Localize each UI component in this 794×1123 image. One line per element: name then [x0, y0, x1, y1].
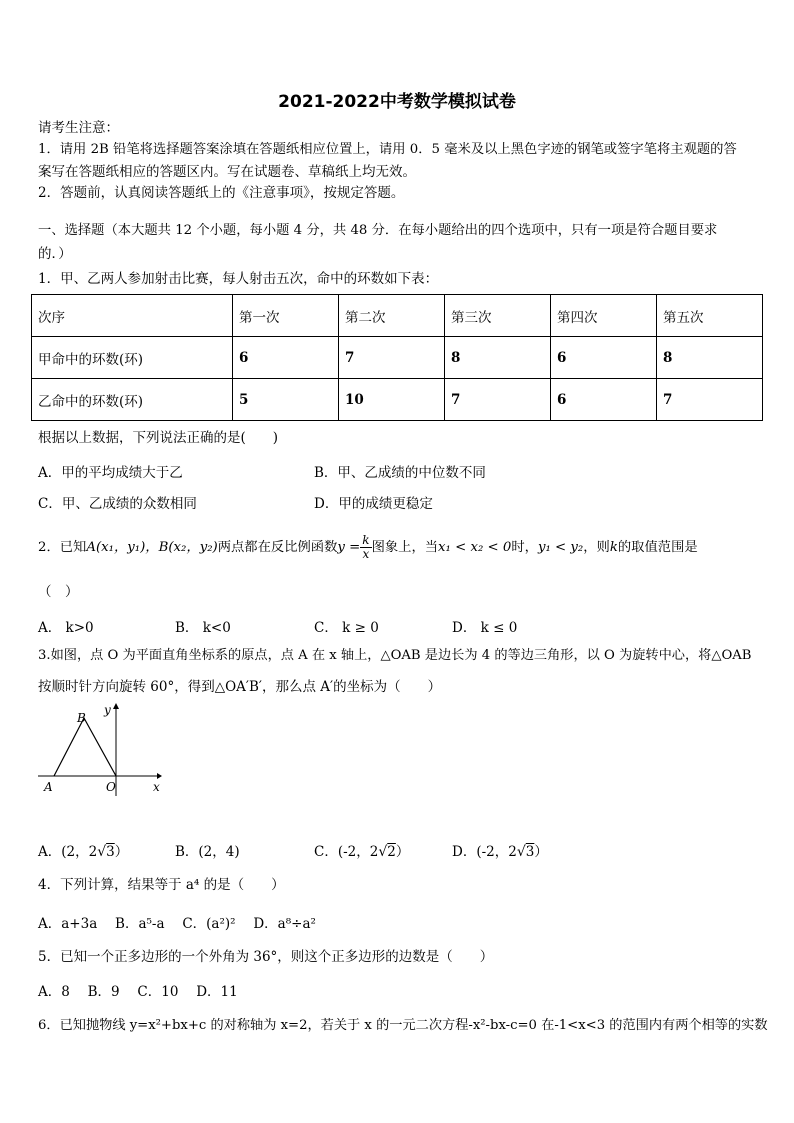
table-cell: 7: [339, 337, 445, 379]
sqrt-icon: √: [97, 844, 107, 860]
triangle-oab: [54, 718, 116, 776]
q5-options: A．8 B．9 C．10 D．11: [38, 984, 238, 1000]
q3-c-pre: C．(-2，2: [314, 844, 379, 860]
q3-line-1: 3.如图，点 O 为平面直角坐标系的原点，点 A 在 x 轴上，△OAB 是边长为 4 的等边三角形，以 O 为旋转中心，将△OAB: [38, 648, 752, 663]
label-o: O: [106, 780, 116, 794]
q4-options: A．a+3a B．a⁵-a C．(a²)² D．a⁸÷a²: [38, 916, 316, 932]
q3-d-pre: D．(-2，2: [452, 844, 517, 860]
q2-stem: [38, 530, 698, 566]
table-row: [32, 295, 763, 337]
q1-option-a: A．甲的平均成绩大于乙: [38, 465, 183, 481]
q2-cond2: y₁ < y₂: [537, 540, 584, 555]
notice-line-2: 2．答题前，认真阅读答题纸上的《注意事项》，按规定答题。: [38, 185, 405, 201]
q4-stem: 4．下列计算，结果等于 a⁴ 的是（ ）: [38, 877, 285, 893]
q2-paren: （ ）: [38, 584, 79, 600]
q2-func-lhs: y =: [337, 540, 361, 555]
q1-option-d: D．甲的成绩更稳定: [314, 496, 433, 512]
table-row: [32, 379, 763, 421]
q1-stem: 1．甲、乙两人参加射击比赛，每人射击五次，命中的环数如下表：: [38, 271, 439, 287]
label-y: y: [104, 703, 111, 717]
table-cell: 5: [233, 379, 339, 421]
q2-points: A(x₁，y₁)，B(x₂，y₂): [86, 540, 218, 555]
q2-suffix: ，则: [583, 540, 610, 555]
table-cell: 8: [445, 337, 551, 379]
q2-func-den: x: [362, 547, 370, 561]
table-cell: 6: [551, 337, 657, 379]
q2-mid1: 两点都在反比例函数: [217, 540, 338, 555]
q2-fraction: [360, 534, 371, 561]
q3-d-radicand: 3: [525, 844, 535, 860]
q3-c-radicand: 2: [387, 844, 396, 860]
q1-question: 根据以上数据，下列说法正确的是( ): [38, 430, 279, 446]
q3-a-radicand: 3: [106, 844, 115, 860]
table-cell: 第一次: [233, 295, 339, 337]
q6-stem: 6．已知抛物线 y=x²+bx+c 的对称轴为 x=2，若关于 x 的一元二次方程-x²-bx-c=0 在-1<x<3 的范围内有两个相等的实数: [38, 1018, 768, 1033]
q2-option-a: A． k>0: [38, 620, 94, 636]
notice-line-1a: 1．请用 2B 铅笔将选择题答案涂填在答题纸相应位置上，请用 0．5 毫米及以上黑色字迹的钢笔或签字笔将主观题的答: [38, 142, 737, 157]
q3-option-a: [38, 840, 128, 860]
section1-line-1: 一、选择题（本大题共 12 个小题，每小题 4 分，共 48 分．在每小题给出的四个选项中，只有一项是符合题目要求: [38, 223, 718, 238]
q2-option-d: D． k ≤ 0: [452, 620, 518, 636]
label-a: A: [44, 780, 53, 794]
notice-heading: 请考生注意：: [38, 120, 119, 136]
table-cell: 甲命中的环数(环): [32, 337, 233, 379]
q2-option-b: B． k<0: [175, 620, 231, 636]
table-cell: 6: [233, 337, 339, 379]
table-cell: 乙命中的环数(环): [32, 379, 233, 421]
sqrt-icon: √: [516, 844, 526, 860]
table-cell: 6: [551, 379, 657, 421]
q3-option-b: B．(2，4): [175, 844, 240, 860]
table-cell: 第四次: [551, 295, 657, 337]
q5-stem: 5．已知一个正多边形的一个外角为 36°，则这个正多边形的边数是（ ）: [38, 949, 494, 965]
q3-option-d: [452, 840, 548, 860]
table-cell: 8: [657, 337, 763, 379]
q3-c-post: ）: [395, 844, 410, 860]
q3-line-2: 按顺时针方向旋转 60°，得到△OA′B′，那么点 A′的坐标为（ ）: [38, 679, 442, 695]
q3-a-post: ）: [114, 844, 129, 860]
page-title: 2021-2022中考数学模拟试卷: [278, 92, 516, 112]
table-cell: 10: [339, 379, 445, 421]
sqrt-icon: √: [378, 844, 388, 860]
table-cell: 第二次: [339, 295, 445, 337]
x-axis-arrow-icon: [157, 773, 162, 779]
q1-option-b: B．甲、乙成绩的中位数不同: [314, 465, 486, 481]
q2-end: 的取值范围是: [617, 540, 698, 555]
table-cell: 7: [657, 379, 763, 421]
section1-line-2: 的．）: [38, 246, 72, 262]
q3-option-c: [314, 840, 409, 860]
label-x: x: [153, 780, 160, 794]
q3-d-post: ）: [534, 844, 548, 860]
q3-figure: [34, 700, 164, 800]
table-cell: 次序: [32, 295, 233, 337]
table-row: [32, 337, 763, 379]
q2-func-num: k: [362, 533, 370, 547]
q2-prefix: 2．已知: [38, 540, 87, 555]
q2-var: k: [609, 540, 618, 555]
table-cell: 7: [445, 379, 551, 421]
table-cell: 第三次: [445, 295, 551, 337]
q2-mid3: 时，: [511, 540, 538, 555]
q2-cond1: x₁ < x₂ < 0: [438, 540, 512, 555]
q2-mid2: 图象上，当: [371, 540, 439, 555]
label-b: B: [77, 711, 86, 725]
y-axis-arrow-icon: [113, 703, 119, 709]
notice-line-1b: 案写在答题纸相应的答题区内。写在试题卷、草稿纸上均无效。: [38, 164, 416, 180]
q2-option-c: C． k ≥ 0: [314, 620, 379, 636]
score-table: [31, 294, 763, 421]
q3-a-pre: A．(2，2: [38, 844, 98, 860]
q1-option-c: C．甲、乙成绩的众数相同: [38, 496, 197, 512]
table-cell: 第五次: [657, 295, 763, 337]
